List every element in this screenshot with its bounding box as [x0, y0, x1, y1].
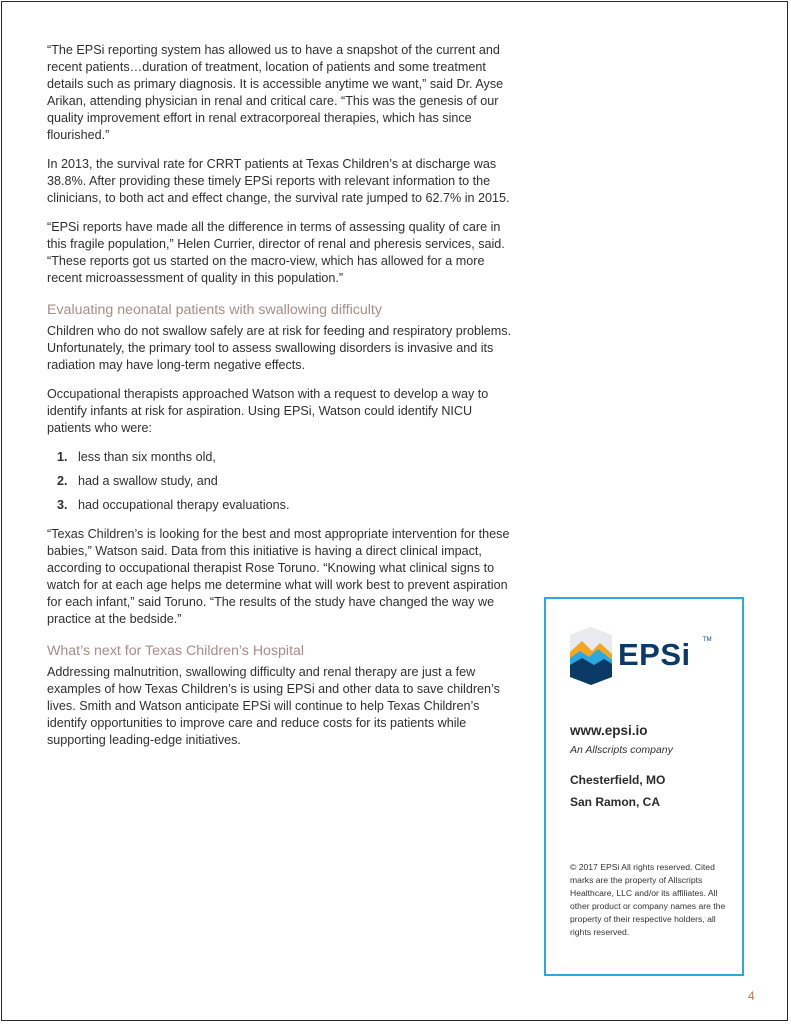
logo-trademark: TM: [703, 637, 712, 643]
quote-currier: “EPSi reports have made all the difference in terms of assessing quality of care in this fragile population,” Helen Currier, director of renal and pheresis services, said. “These reports got us started on the macro-view, which has allowed for a more recent microassessment of quality in this population.”: [47, 220, 505, 285]
list-text: had a swallow study, and: [78, 474, 218, 488]
copyright-notice: © 2017 EPSi All rights reserved. Cited marks are the property of Allscripts Healthcare, LLC and/or its affiliates. All other product or company names are the property of their respective holders, all rights reserved.: [570, 862, 726, 937]
company-tagline: An Allscripts company: [570, 744, 673, 756]
logo-wordmark: EPSi: [618, 637, 691, 672]
survival-paragraph: In 2013, the survival rate for CRRT patients at Texas Children’s at discharge was 38.8%. After providing these timely EPSi reports with relevant information to the clinicians, to both act and effect change, the survival rate jumped to 62.7% in 2015.: [47, 157, 510, 205]
section-heading-swallowing: Evaluating neonatal patients with swallowing difficulty: [47, 302, 382, 318]
swallowing-paragraph: Children who do not swallow safely are at risk for feeding and respiratory problems. Unfortunately, the primary tool to assess swallowing disorders is invasive and its radiation may have long-term negative effects.: [47, 324, 512, 372]
location-chesterfield: Chesterfield, MO: [570, 773, 666, 787]
list-item: [47, 473, 515, 490]
quote-arikan: “The EPSi reporting system has allowed us to have a snapshot of the current and recent patients…duration of treatment, location of patients and some treatment details such as primary diagnosis. It is accessible anytime we want,” said Dr. Ayse Arikan, attending physician in renal and critical care. “This was the genesis of our quality improvement effort in renal extracorporeal therapies, which has since flourished.”: [47, 43, 504, 142]
page-number: 4: [748, 989, 755, 1003]
list-number: 3.: [57, 498, 68, 512]
list-number: 1.: [57, 450, 68, 464]
location-san-ramon: San Ramon, CA: [570, 795, 661, 809]
list-text: less than six months old,: [78, 450, 216, 464]
epsi-logo-mark-icon: [570, 627, 612, 687]
list-item: [47, 497, 515, 514]
contact-box: [544, 597, 744, 976]
section-heading-whats-next: What’s next for Texas Children’s Hospital: [47, 643, 305, 659]
list-item: [47, 449, 515, 466]
closing-paragraph: Addressing malnutrition, swallowing difficulty and renal therapy are just a few examples of how Texas Children’s is using EPSi and other data to save children’s lives. Smith and Watson anticipate EPSi will continue to help Texas Children’s identify opportunities to improve care and reduce costs for its patients while supporting leading-edge initiatives.: [47, 665, 500, 747]
list-number: 2.: [57, 474, 68, 488]
main-column: [47, 42, 515, 761]
criteria-list: [47, 449, 515, 514]
list-text: had occupational therapy evaluations.: [78, 498, 290, 512]
quote-toruno: “Texas Children’s is looking for the best and most appropriate intervention for these babies,” Watson said. Data from this initiative is having a direct clinical impact, according to occupational therapist Rose Toruno. “Knowing what clinical signs to watch for at each age helps me determine what will work best to prevent aspiration for each infant,” said Toruno. “The results of the study have changed the way we practice at the bedside.”: [47, 527, 510, 626]
epsi-logo: [570, 627, 720, 687]
website-link[interactable]: www.epsi.io: [570, 723, 648, 738]
therapists-paragraph: Occupational therapists approached Watson with a request to develop a way to identify infants at risk for aspiration. Using EPSi, Watson could identify NICU patients who were:: [47, 387, 489, 435]
